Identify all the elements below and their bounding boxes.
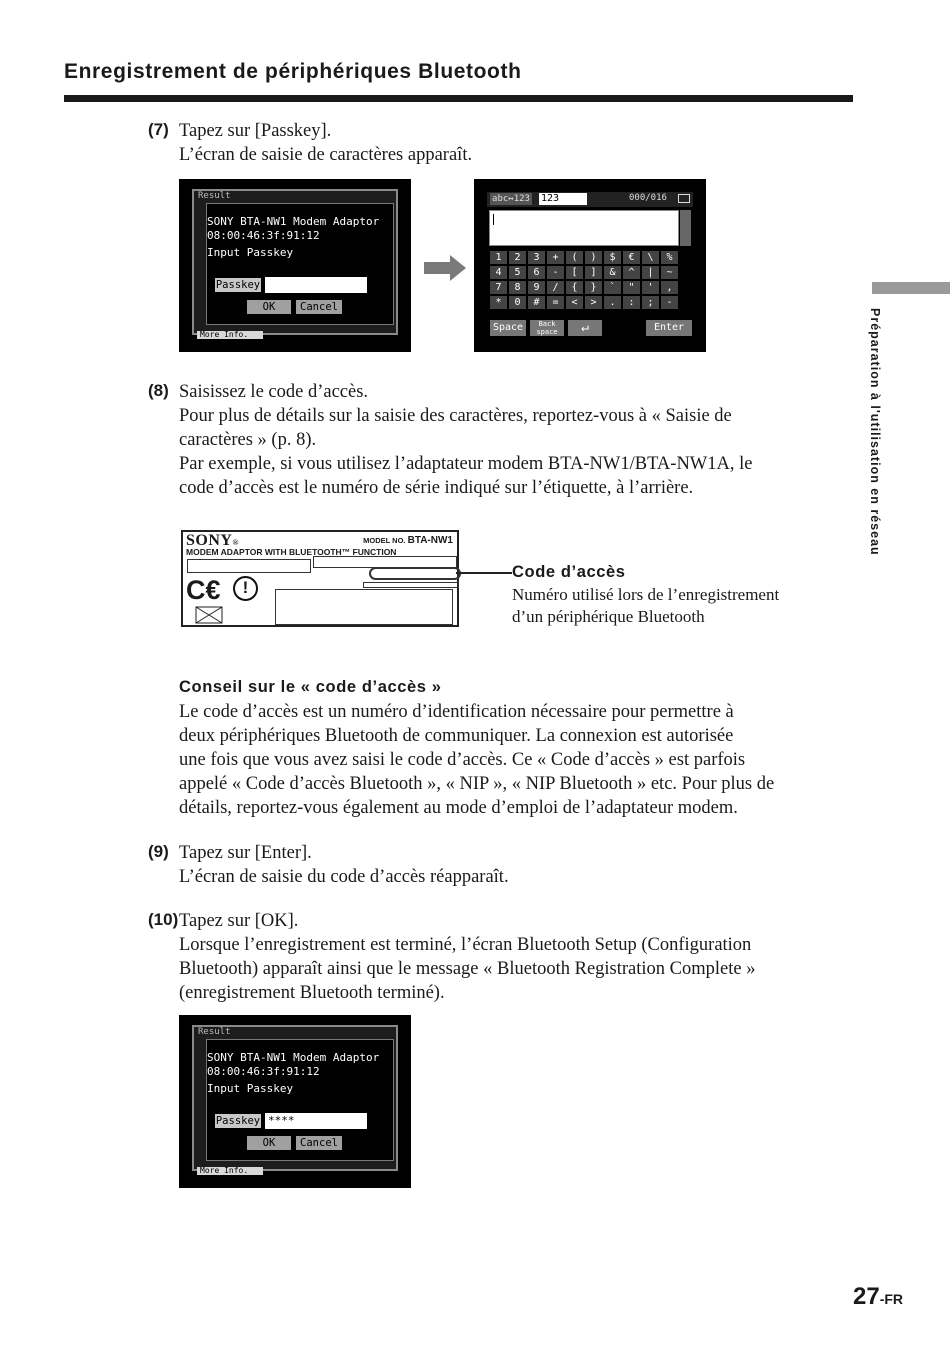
section-tab bbox=[868, 308, 888, 573]
keyboard-key[interactable]: [ bbox=[566, 266, 583, 279]
keyboard-key[interactable]: + bbox=[547, 251, 564, 264]
keyboard-key[interactable]: 6 bbox=[528, 266, 545, 279]
alert-icon: ! bbox=[233, 576, 258, 601]
keyboard-key[interactable]: 9 bbox=[528, 281, 545, 294]
text-line: Tapez sur [Enter]. bbox=[179, 843, 312, 863]
text-line: Lorsque l’enregistrement est terminé, l’écran Bluetooth Setup (Configuration bbox=[179, 935, 752, 955]
space-key[interactable]: Space bbox=[490, 320, 526, 336]
section-tab-marker bbox=[872, 282, 950, 294]
text-line: code d’accès est le numéro de série indiqué sur l’étiquette, à l’arrière. bbox=[179, 478, 694, 498]
keyboard-key[interactable]: / bbox=[547, 281, 564, 294]
page-number: 27-FR bbox=[853, 1283, 904, 1310]
step-7-text bbox=[179, 119, 854, 167]
keyboard-key[interactable]: ~ bbox=[661, 266, 678, 279]
text-input-area[interactable] bbox=[489, 210, 679, 246]
keyboard-screenshot bbox=[474, 179, 706, 352]
keyboard-toolbar bbox=[487, 192, 693, 207]
keyboard-icon[interactable] bbox=[678, 194, 690, 203]
device-name: SONY BTA-NW1 Modem Adaptor bbox=[207, 1051, 380, 1064]
keyboard-key[interactable]: & bbox=[604, 266, 621, 279]
text-line: une fois que vous avez saisi le code d’accès. Ce « Code d’accès » est parfois bbox=[179, 750, 746, 770]
passkey-entered-screenshot bbox=[179, 1015, 411, 1188]
model-number: MODEL NO. BTA-NW1 bbox=[363, 535, 453, 546]
text-line: Par exemple, si vous utilisez l’adaptateur modem BTA-NW1/BTA-NW1A, le bbox=[179, 454, 753, 474]
text-line: Tapez sur [OK]. bbox=[179, 911, 299, 931]
text-line: Bluetooth) apparaît ainsi que le message « Bluetooth Registration Complete » bbox=[179, 959, 756, 979]
step-number: (10) bbox=[148, 910, 179, 929]
text-line: (enregistrement Bluetooth terminé). bbox=[179, 983, 445, 1003]
result-dialog bbox=[192, 1025, 398, 1171]
keyboard-key[interactable]: } bbox=[585, 281, 602, 294]
step-number: (9) bbox=[148, 842, 169, 861]
key-grid bbox=[490, 251, 690, 309]
keyboard-key[interactable]: | bbox=[642, 266, 659, 279]
keyboard-key[interactable]: 0 bbox=[509, 296, 526, 309]
passkey-prompt: Input Passkey bbox=[207, 246, 294, 259]
keyboard-key[interactable]: € bbox=[623, 251, 640, 264]
keyboard-key[interactable]: ] bbox=[585, 266, 602, 279]
dialog-title: Result bbox=[198, 1027, 231, 1037]
keyboard-key[interactable]: * bbox=[490, 296, 507, 309]
tip-text bbox=[179, 700, 859, 820]
text-line: L’écran de saisie de caractères apparaît. bbox=[179, 145, 473, 165]
keyboard-key[interactable]: 5 bbox=[509, 266, 526, 279]
step-number: (7) bbox=[148, 120, 169, 139]
keyboard-key[interactable]: . bbox=[604, 296, 621, 309]
ce-mark: C€ bbox=[186, 575, 221, 605]
blank-field bbox=[363, 582, 459, 588]
text-line: Saisissez le code d’accès. bbox=[179, 382, 369, 402]
keyboard-key[interactable]: - bbox=[661, 296, 678, 309]
keyboard-key[interactable]: ( bbox=[566, 251, 583, 264]
more-info-button[interactable]: More Info. bbox=[197, 331, 263, 339]
passkey-field[interactable] bbox=[265, 277, 367, 293]
cancel-button[interactable]: Cancel bbox=[296, 300, 342, 314]
cancel-button[interactable]: Cancel bbox=[296, 1136, 342, 1150]
keyboard-key[interactable]: 3 bbox=[528, 251, 545, 264]
brand-logo: SONY® bbox=[186, 532, 239, 549]
device-name: SONY BTA-NW1 Modem Adaptor bbox=[207, 215, 380, 228]
passkey-field[interactable]: **** bbox=[265, 1113, 367, 1129]
passkey-button[interactable]: Passkey bbox=[215, 279, 261, 291]
device-address: 08:00:46:3f:91:12 bbox=[207, 1065, 320, 1078]
callout-line bbox=[456, 568, 512, 578]
keyboard-key[interactable]: { bbox=[566, 281, 583, 294]
product-label-illustration bbox=[181, 530, 459, 627]
step-8-text bbox=[179, 380, 854, 500]
keyboard-key[interactable]: \ bbox=[642, 251, 659, 264]
text-line: Pour plus de détails sur la saisie des caractères, reportez-vous à « Saisie de bbox=[179, 406, 732, 426]
keyboard-key[interactable]: 7 bbox=[490, 281, 507, 294]
keyboard-key[interactable]: 4 bbox=[490, 266, 507, 279]
keyboard-key[interactable]: , bbox=[661, 281, 678, 294]
ok-button[interactable]: OK bbox=[247, 300, 291, 314]
keyboard-key[interactable]: > bbox=[585, 296, 602, 309]
result-dialog bbox=[192, 189, 398, 335]
more-info-button[interactable]: More Info. bbox=[197, 1167, 263, 1175]
enter-key[interactable]: Enter bbox=[646, 320, 692, 336]
keyboard-key[interactable]: ; bbox=[642, 296, 659, 309]
blank-field bbox=[275, 589, 453, 625]
passkey-serial-field bbox=[369, 567, 461, 580]
keyboard-key[interactable]: : bbox=[623, 296, 640, 309]
text-line: d’un périphérique Bluetooth bbox=[512, 607, 705, 626]
keyboard-key[interactable]: - bbox=[547, 266, 564, 279]
callout-description bbox=[512, 584, 779, 628]
keyboard-key[interactable]: ` bbox=[604, 281, 621, 294]
step-10-text bbox=[179, 909, 854, 1005]
page-title: Enregistrement de périphériques Bluetooth bbox=[64, 60, 522, 83]
scrollbar[interactable] bbox=[680, 210, 691, 246]
tip-heading: Conseil sur le « code d’accès » bbox=[179, 678, 442, 696]
keyboard-key[interactable]: $ bbox=[604, 251, 621, 264]
step-9-text bbox=[179, 841, 854, 889]
passkey-dialog-screenshot bbox=[179, 179, 411, 352]
text-line: L’écran de saisie du code d’accès réapparaît. bbox=[179, 867, 509, 887]
text-line: Tapez sur [Passkey]. bbox=[179, 121, 332, 141]
text-line: caractères » (p. 8). bbox=[179, 430, 317, 450]
dialog-title: Result bbox=[198, 191, 231, 201]
label-subtitle: MODEM ADAPTOR WITH BLUETOOTH™ FUNCTION bbox=[186, 547, 397, 557]
caret bbox=[493, 214, 494, 225]
keyboard-key[interactable]: 1 bbox=[490, 251, 507, 264]
section-tab-label: Préparation à l'utilisation en réseau bbox=[868, 308, 882, 556]
device-address: 08:00:46:3f:91:12 bbox=[207, 229, 320, 242]
text-line: deux périphériques Bluetooth de communiquer. La connexion est autorisée bbox=[179, 726, 734, 746]
keyboard-key[interactable]: ' bbox=[642, 281, 659, 294]
number-input[interactable]: 123 bbox=[539, 193, 587, 205]
keyboard-key[interactable]: = bbox=[547, 296, 564, 309]
callout-title: Code d’accès bbox=[512, 563, 626, 581]
text-line: appelé « Code d’accès Bluetooth », « NIP », « NIP Bluetooth » etc. Pour plus de bbox=[179, 774, 775, 794]
ok-button[interactable]: OK bbox=[247, 1136, 291, 1150]
keyboard-key[interactable]: " bbox=[623, 281, 640, 294]
keyboard-key[interactable]: % bbox=[661, 251, 678, 264]
text-line: Numéro utilisé lors de l’enregistrement bbox=[512, 585, 780, 604]
text-line: Le code d’accès est un numéro d’identification nécessaire pour permettre à bbox=[179, 702, 734, 722]
step-number: (8) bbox=[148, 381, 169, 400]
keyboard-key[interactable]: ^ bbox=[623, 266, 640, 279]
keyboard-key[interactable]: < bbox=[566, 296, 583, 309]
right-arrow-icon bbox=[424, 255, 468, 281]
return-key[interactable]: ↵ bbox=[568, 320, 602, 336]
passkey-button[interactable]: Passkey bbox=[215, 1115, 261, 1127]
backspace-key[interactable]: Back space bbox=[530, 320, 564, 336]
mode-toggle-button[interactable]: abc↔123 bbox=[490, 193, 532, 205]
keyboard-key[interactable]: ) bbox=[585, 251, 602, 264]
title-rule bbox=[64, 95, 853, 102]
blank-field bbox=[187, 559, 311, 573]
passkey-prompt: Input Passkey bbox=[207, 1082, 294, 1095]
envelope-icon bbox=[195, 606, 223, 624]
char-counter: 000/016 bbox=[629, 193, 667, 203]
text-line: détails, reportez-vous également au mode d’emploi de l’adaptateur modem. bbox=[179, 798, 738, 818]
keyboard-key[interactable]: 8 bbox=[509, 281, 526, 294]
keyboard-key[interactable]: 2 bbox=[509, 251, 526, 264]
keyboard-key[interactable]: # bbox=[528, 296, 545, 309]
